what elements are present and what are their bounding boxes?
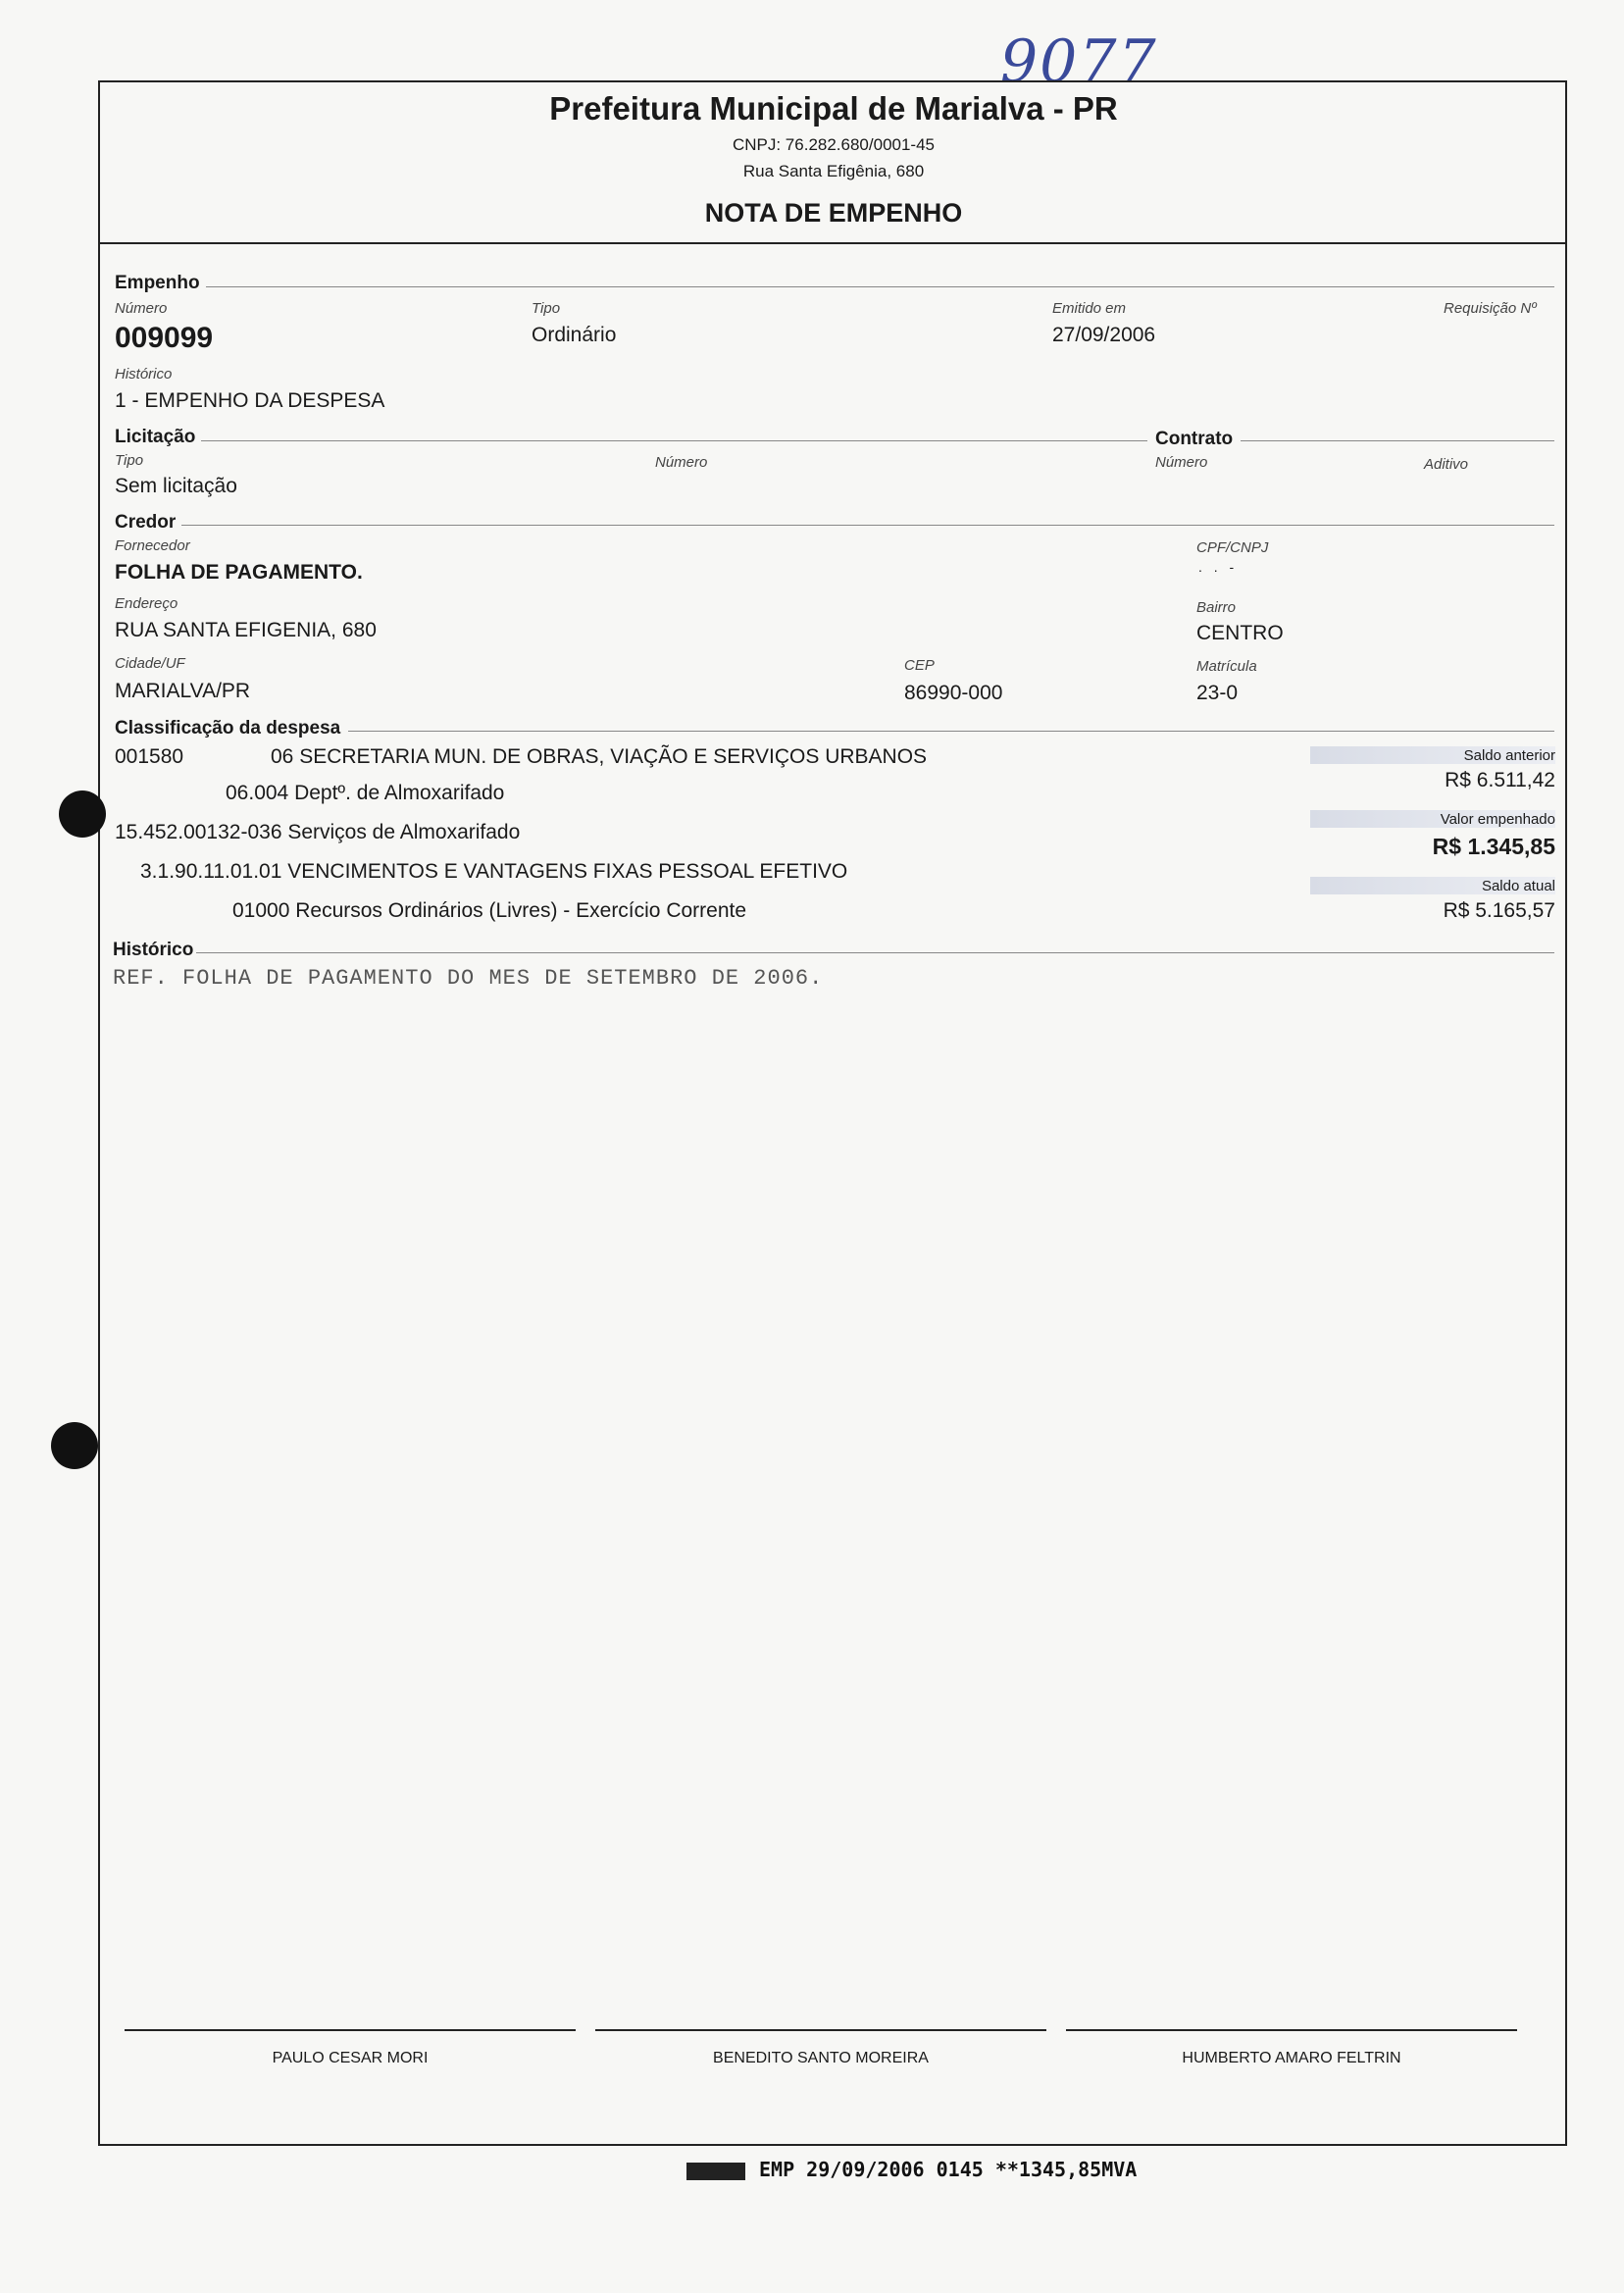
saldo-atual: R$ 5.165,57 — [1443, 899, 1555, 922]
classificacao-elemento: 3.1.90.11.01.01 VENCIMENTOS E VANTAGENS FIXAS PESSOAL EFETIVO — [140, 860, 848, 883]
cnpj: CNPJ: 76.282.680/0001-45 — [732, 135, 936, 154]
punch-hole-top — [59, 790, 106, 838]
section-line — [1241, 440, 1554, 441]
signature-line — [125, 2029, 576, 2031]
section-credor: Credor — [115, 512, 177, 533]
credor-cpf: . . - — [1198, 559, 1239, 575]
section-line — [201, 440, 1147, 441]
signature-name-1: PAULO CESAR MORI — [272, 2050, 429, 2066]
page-title: Prefeitura Municipal de Marialva - PR — [549, 90, 1118, 127]
empenho-emitido: 27/09/2006 — [1052, 324, 1156, 346]
cidade-label: Cidade/UF — [115, 655, 185, 672]
classificacao-recurso: 01000 Recursos Ordinários (Livres) - Exercício Corrente — [232, 899, 747, 922]
section-line — [196, 952, 1554, 953]
credor-matricula: 23-0 — [1196, 682, 1239, 704]
contrato-aditivo-label: Aditivo — [1424, 456, 1469, 473]
section-historico: Histórico — [113, 940, 194, 960]
signature-line — [1066, 2029, 1517, 2031]
classificacao-orgao: 06 SECRETARIA MUN. DE OBRAS, VIAÇÃO E SERVIÇOS URBANOS — [271, 745, 928, 768]
signature-name-3: HUMBERTO AMARO FELTRIN — [1182, 2050, 1401, 2066]
section-contrato: Contrato — [1155, 429, 1234, 449]
section-line — [181, 525, 1554, 526]
classificacao-unidade: 06.004 Deptº. de Almoxarifado — [226, 782, 505, 804]
historico-text: REF. FOLHA DE PAGAMENTO DO MES DE SETEMBRO DE 2006. — [113, 966, 824, 991]
stamp-text: EMP 29/09/2006 0145 **1345,85MVA — [759, 2158, 1138, 2181]
licitacao-tipo: Sem licitação — [115, 475, 237, 497]
credor-fornecedor: FOLHA DE PAGAMENTO. — [115, 561, 363, 584]
classificacao-codigo: 001580 — [115, 745, 184, 768]
cpf-label: CPF/CNPJ — [1196, 539, 1269, 556]
empenho-historico: 1 - EMPENHO DA DESPESA — [115, 389, 385, 412]
bairro-label: Bairro — [1196, 599, 1237, 616]
matricula-label: Matrícula — [1196, 658, 1257, 675]
punch-hole-bottom — [51, 1422, 98, 1469]
credor-cidade: MARIALVA/PR — [115, 680, 251, 702]
empenho-numero: 009099 — [115, 322, 214, 354]
credor-cep: 86990-000 — [904, 682, 1003, 704]
empenho-tipo: Ordinário — [532, 324, 617, 346]
valor-empenhado-label: Valor empenhado — [1440, 811, 1555, 828]
credor-endereco: RUA SANTA EFIGENIA, 680 — [115, 619, 377, 641]
section-classificacao: Classificação da despesa — [115, 718, 341, 739]
saldo-atual-label: Saldo atual — [1481, 878, 1555, 894]
header-separator — [98, 242, 1567, 244]
valor-empenhado: R$ 1.345,85 — [1432, 834, 1555, 859]
historico-label: Histórico — [115, 366, 173, 382]
address: Rua Santa Efigênia, 680 — [742, 162, 925, 180]
section-line — [348, 731, 1554, 732]
saldo-anterior: R$ 6.511,42 — [1445, 769, 1555, 791]
saldo-anterior-label: Saldo anterior — [1463, 747, 1555, 764]
bank-stamp — [686, 2158, 1137, 2181]
emitido-label: Emitido em — [1052, 300, 1127, 317]
signature-line — [595, 2029, 1046, 2031]
credor-bairro: CENTRO — [1196, 622, 1284, 644]
tipo-label: Tipo — [532, 300, 561, 317]
stamp-logo-icon — [686, 2163, 745, 2180]
cep-label: CEP — [904, 657, 935, 674]
requisicao-label: Requisição Nº — [1444, 300, 1537, 317]
section-licitacao: Licitação — [115, 427, 196, 447]
numero-label: Número — [115, 300, 168, 317]
signature-name-2: BENEDITO SANTO MOREIRA — [713, 2050, 929, 2066]
endereco-label: Endereço — [115, 595, 178, 612]
section-line — [206, 286, 1554, 287]
handwritten-number: 9077 — [1000, 27, 1158, 96]
classificacao-funcional: 15.452.00132-036 Serviços de Almoxarifado — [115, 821, 521, 843]
section-empenho: Empenho — [115, 273, 200, 293]
fornecedor-label: Fornecedor — [115, 537, 190, 554]
document-title: NOTA DE EMPENHO — [704, 198, 963, 228]
contrato-numero-label: Número — [1155, 454, 1208, 471]
licitacao-numero-label: Número — [655, 454, 708, 471]
licitacao-tipo-label: Tipo — [115, 452, 144, 469]
